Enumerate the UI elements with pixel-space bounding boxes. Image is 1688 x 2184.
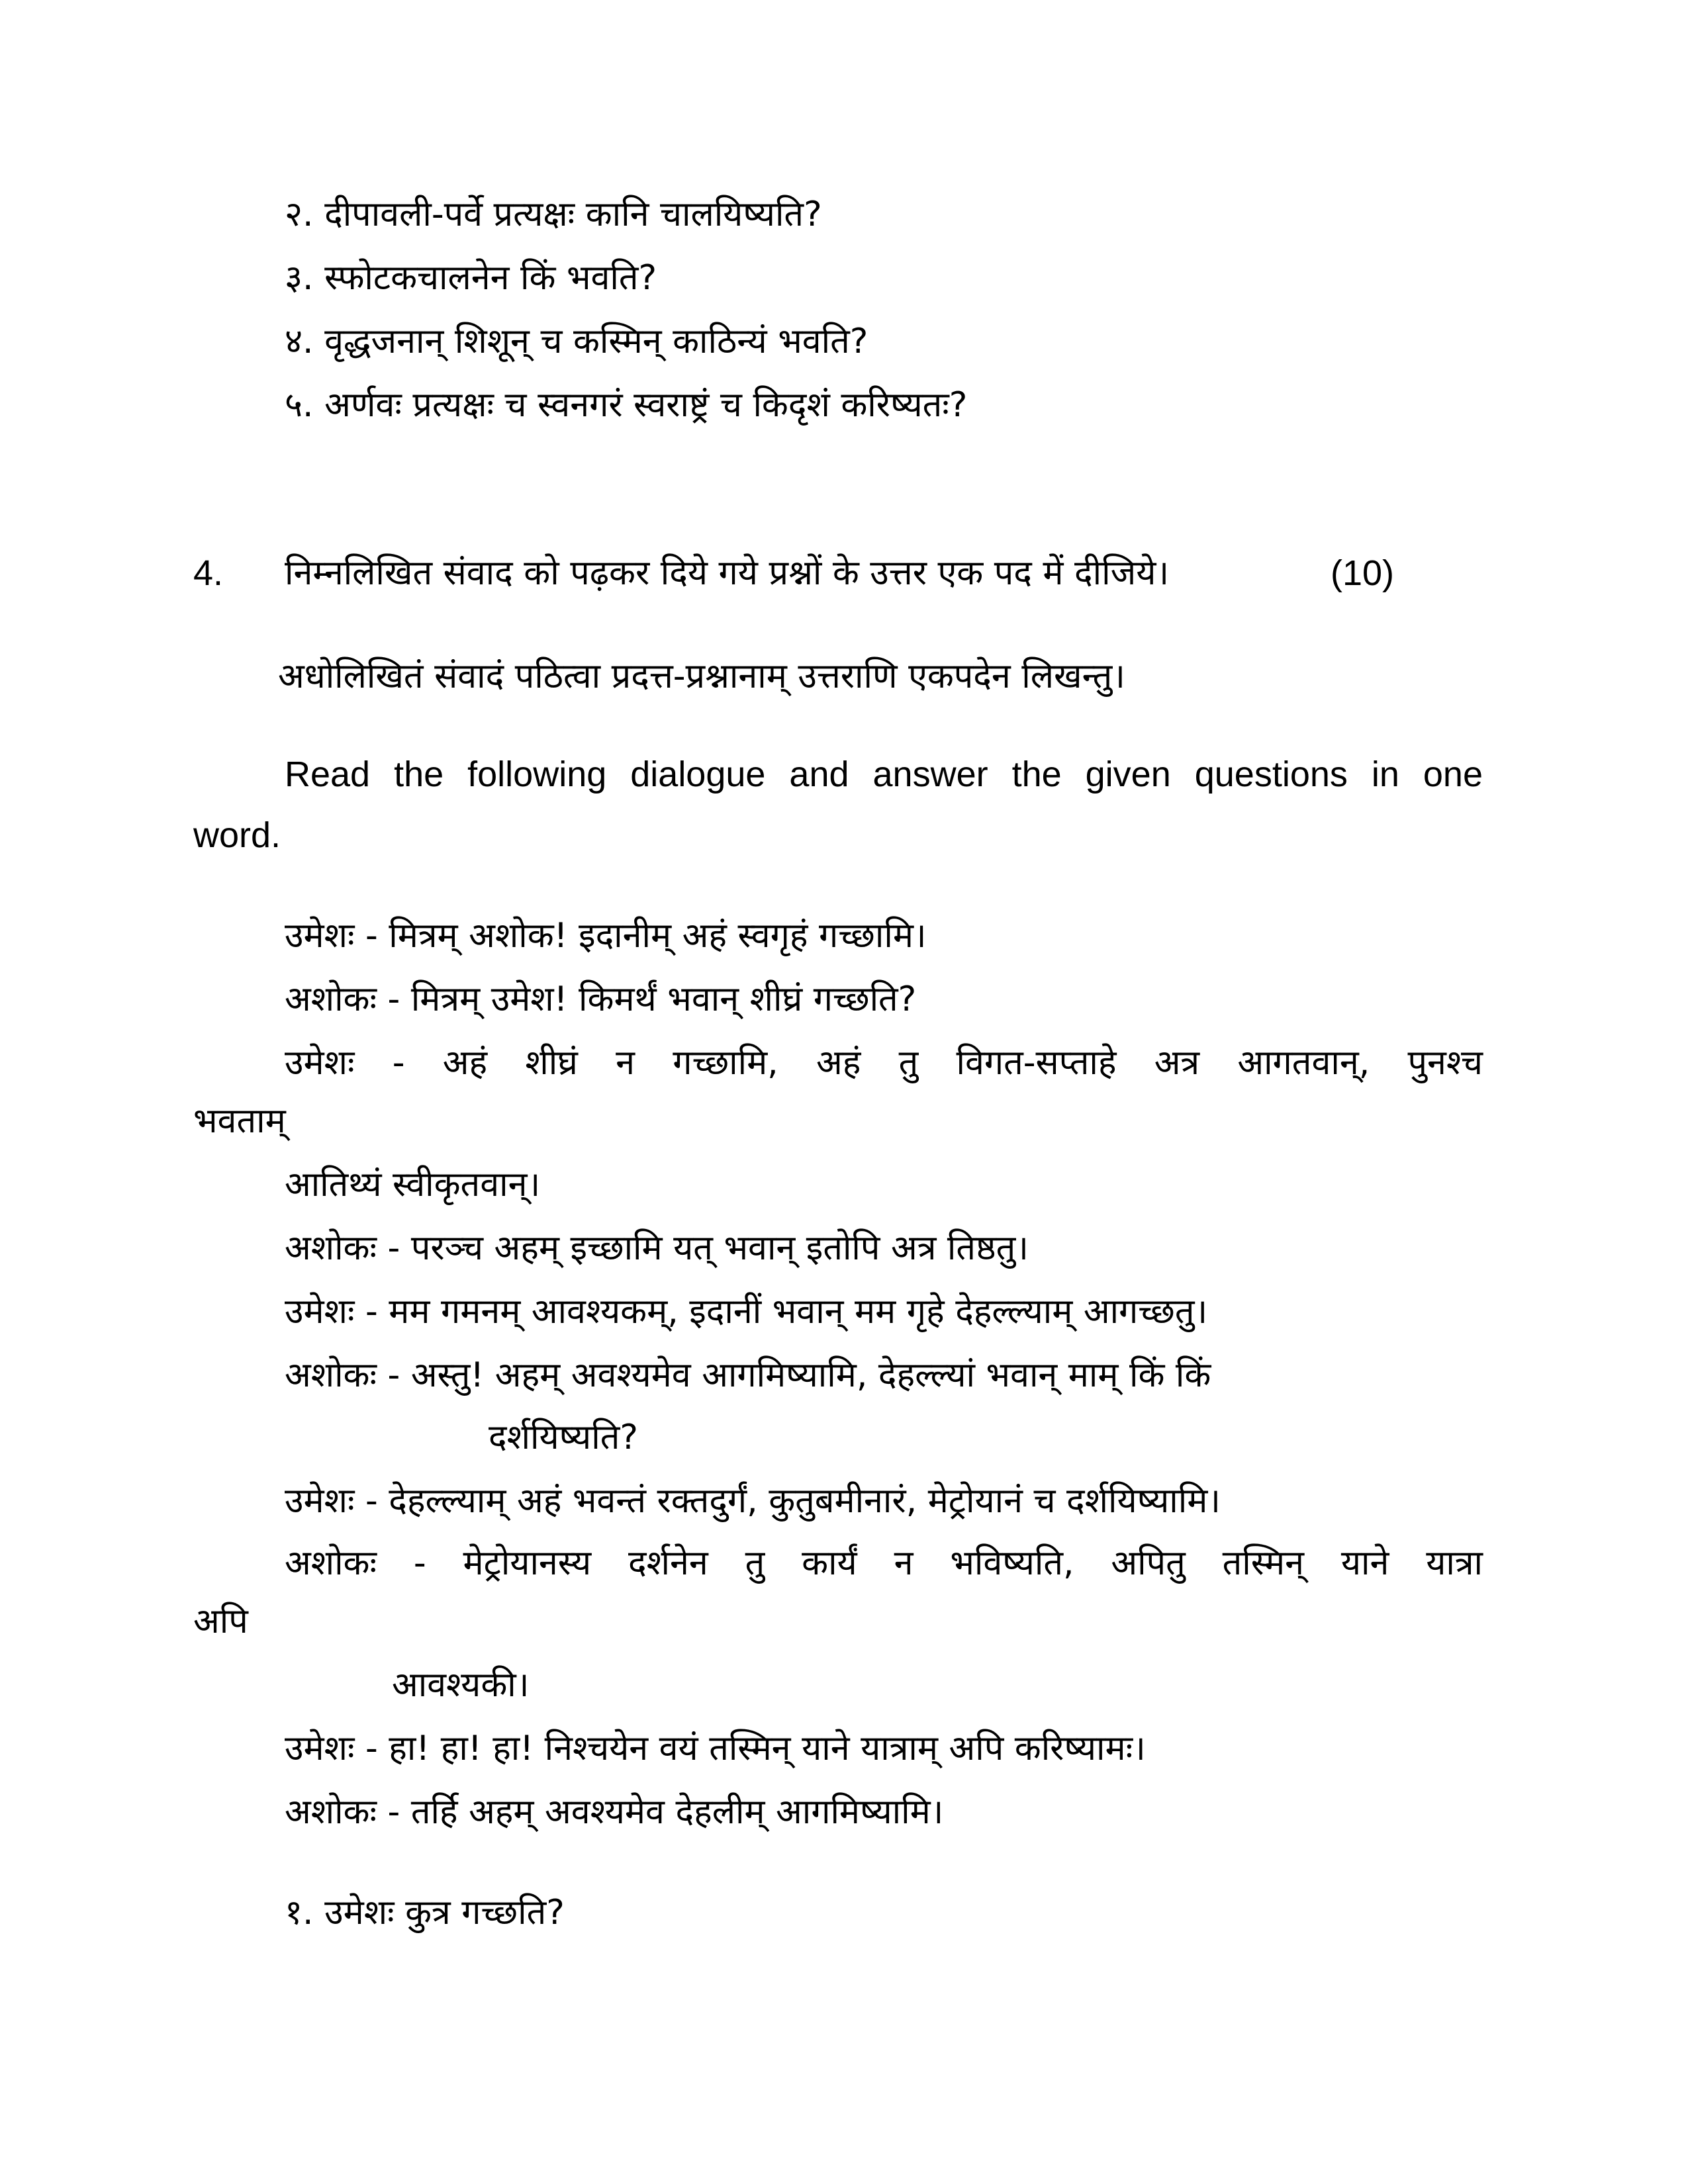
dialogue-line: अशोकः - परञ्च अहम् इच्छामि यत् भवान् इतोपि अत्र तिष्ठतु।	[285, 1228, 1029, 1268]
marks-label: (10)	[1331, 553, 1395, 593]
dialogue-line: अपि	[193, 1602, 248, 1641]
dialogue-line: भवताम्	[193, 1101, 286, 1141]
dialogue-line: आवश्यकी।	[392, 1665, 530, 1705]
dialogue-line: आतिथ्यं स्वीकृतवान्।	[285, 1165, 541, 1205]
sanskrit-instruction: अधोलिखितं संवादं पठित्वा प्रदत्त-प्रश्नानाम् उत्तराणि एकपदेन लिखन्तु।	[278, 657, 1125, 696]
hindi-instruction: निम्नलिखित संवाद को पढ़कर दिये गये प्रश्नों के उत्तर एक पद में दीजिये।	[285, 553, 1170, 593]
dialogue-line: उमेशः - अहं शीघ्रं न गच्छामि, अहं तु विगत-सप्ताहे अत्र आगतवान्, पुनश्च	[285, 1043, 1483, 1083]
dialogue-line: उमेशः - देहल्ल्याम् अहं भवन्तं रक्तदुर्गं, कुतुबमीनारं, मेट्रोयानं च दर्शयिष्यामि।	[285, 1481, 1221, 1521]
english-instruction-line2: word.	[193, 815, 281, 855]
dialogue-line: अशोकः - मेट्रोयानस्य दर्शनेन तु कार्यं न भविष्यति, अपितु तस्मिन् याने यात्रा	[285, 1543, 1483, 1583]
question-item: ३. स्फोटकचालनेन किं भवति?	[285, 258, 657, 298]
dialogue-line: अशोकः - अस्तु! अहम् अवश्यमेव आगमिष्यामि, देहल्ल्यां भवान् माम् किं किं	[285, 1355, 1211, 1395]
dialogue-line: उमेशः - हा! हा! हा! निश्चयेन वयं तस्मिन् याने यात्राम् अपि करिष्यामः।	[285, 1729, 1146, 1768]
question-item: ४. वृद्धजनान् शिशून् च कस्मिन् काठिन्यं भवति?	[285, 322, 868, 361]
english-instruction-line1: Read the following dialogue and answer the given questions in one	[285, 754, 1483, 794]
dialogue-line: उमेशः - मित्रम् अशोक! इदानीम् अहं स्वगृहं गच्छामि।	[285, 916, 927, 956]
dialogue-line: उमेशः - मम गमनम् आवश्यकम्, इदानीं भवान् मम गृहे देहल्ल्याम् आगच्छतु।	[285, 1292, 1208, 1332]
dialogue-line: दर्शयिष्यति?	[489, 1418, 638, 1457]
dialogue-line: अशोकः - तर्हि अहम् अवश्यमेव देहलीम् आगमिष्यामि।	[285, 1792, 944, 1832]
dialogue-line: अशोकः - मित्रम् उमेश! किमर्थं भवान् शीघ्रं गच्छति?	[285, 979, 917, 1019]
question-number: 4.	[193, 553, 224, 593]
question-item: २. दीपावली-पर्वे प्रत्यक्षः कानि चालयिष्यति?	[285, 195, 822, 234]
sub-question-item: १. उमेशः कुत्र गच्छति?	[285, 1893, 565, 1933]
question-item: ५. अर्णवः प्रत्यक्षः च स्वनगरं स्वराष्ट्रं च किदृशं करिष्यतः?	[285, 385, 968, 425]
